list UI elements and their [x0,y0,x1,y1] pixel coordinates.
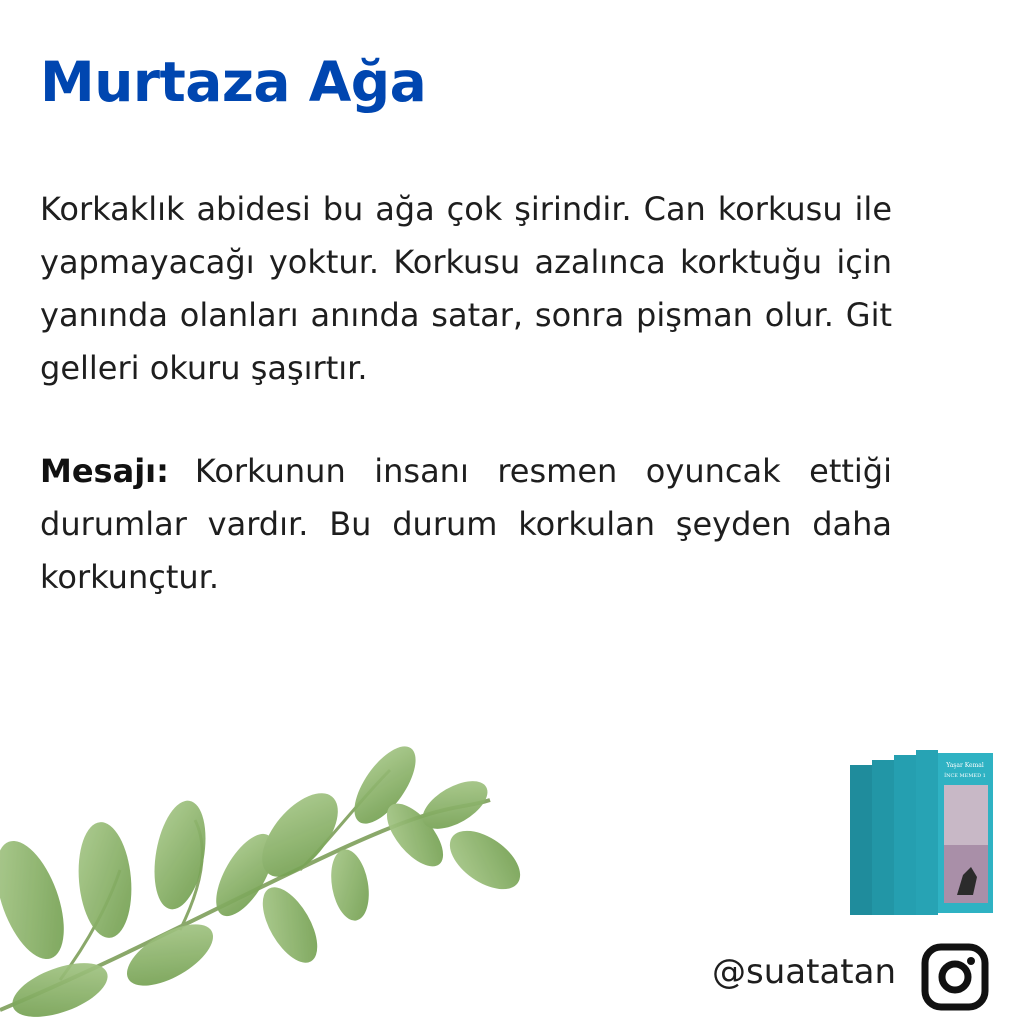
leaf-branch-icon [0,740,530,1024]
instagram-icon[interactable] [920,942,990,1012]
book-title: İNCE MEMED 1 [944,773,986,779]
description-paragraph: Korkaklık abidesi bu ağa çok şirindir. Can korkusu ile yapmayacağı yoktur. Korkusu azalınca korktuğu için yanında olanları anında satar, sonra pişman olur. Git gelleri okuru şaşırtır. [40,190,892,387]
message-paragraph [40,445,892,604]
message-text: Korkunun insanı resmen oyuncak ettiği durumlar vardır. Bu durum korkulan şeyden daha korkunçtur. [40,452,892,596]
book-author: Yaşar Kemal [946,762,984,769]
page-title: Murtaza Ağa [40,50,427,114]
book-set-icon [845,745,997,923]
message-label: Mesajı: [40,452,169,490]
social-handle[interactable]: @suatatan [712,952,896,992]
